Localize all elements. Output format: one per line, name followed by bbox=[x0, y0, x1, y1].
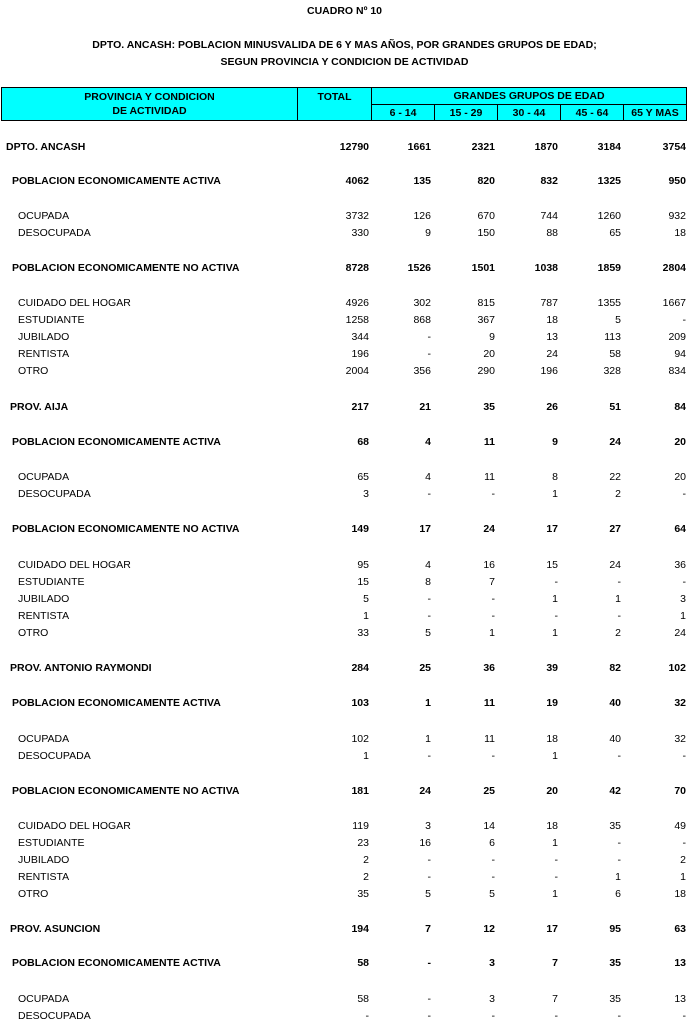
cell-45-64: 35 bbox=[609, 993, 621, 1005]
row-label: RENTISTA bbox=[18, 348, 70, 360]
row-label: POBLACION ECONOMICAMENTE NO ACTIVA bbox=[12, 523, 240, 535]
cell-total: 4926 bbox=[345, 297, 369, 309]
row-label: OTRO bbox=[18, 627, 49, 639]
cell-45-64: 42 bbox=[609, 785, 621, 797]
header-province-condition bbox=[1, 87, 298, 121]
cell-total: 344 bbox=[351, 331, 369, 343]
cell-30-44: - bbox=[554, 1010, 558, 1022]
cell-6-14: 4 bbox=[425, 436, 431, 448]
cell-6-14: - bbox=[427, 750, 431, 762]
cell-30-44: 1 bbox=[552, 750, 558, 762]
cell-15-29: 2321 bbox=[471, 141, 495, 153]
cell-30-44: 15 bbox=[546, 559, 558, 571]
cell-6-14: 24 bbox=[419, 785, 431, 797]
cell-65-plus: 24 bbox=[674, 627, 686, 639]
cell-65-plus: - bbox=[682, 837, 686, 849]
cell-6-14: 4 bbox=[425, 559, 431, 571]
cell-45-64: 1859 bbox=[597, 262, 621, 274]
cell-6-14: - bbox=[427, 488, 431, 500]
row-label: OCUPADA bbox=[18, 471, 70, 483]
table-row bbox=[0, 295, 689, 312]
row-label: POBLACION ECONOMICAMENTE ACTIVA bbox=[12, 436, 221, 448]
row-label: JUBILADO bbox=[18, 593, 70, 605]
table-row bbox=[0, 208, 689, 225]
cell-65-plus: 20 bbox=[674, 436, 686, 448]
cell-30-44: 196 bbox=[540, 365, 558, 377]
cell-15-29: 367 bbox=[477, 314, 495, 326]
cell-total: 181 bbox=[351, 785, 369, 797]
cell-65-plus: - bbox=[682, 1010, 686, 1022]
cell-45-64: 35 bbox=[609, 957, 621, 969]
row-label: OCUPADA bbox=[18, 733, 70, 745]
cell-45-64: 1 bbox=[615, 593, 621, 605]
cell-45-64: - bbox=[617, 610, 621, 622]
cell-15-29: - bbox=[491, 1010, 495, 1022]
table-row bbox=[0, 225, 689, 242]
cell-15-29: - bbox=[491, 593, 495, 605]
cell-45-64: 5 bbox=[615, 314, 621, 326]
row-label: DESOCUPADA bbox=[18, 227, 91, 239]
cell-total: 12790 bbox=[339, 141, 369, 153]
cell-65-plus: 94 bbox=[674, 348, 686, 360]
header-age-45-64: 45 - 64 bbox=[560, 104, 624, 121]
cell-45-64: 24 bbox=[609, 436, 621, 448]
cell-6-14: - bbox=[427, 610, 431, 622]
table-row bbox=[0, 748, 689, 765]
cell-6-14: 21 bbox=[419, 401, 431, 413]
row-label: POBLACION ECONOMICAMENTE NO ACTIVA bbox=[12, 785, 240, 797]
cell-65-plus: 13 bbox=[674, 957, 686, 969]
cell-6-14: 25 bbox=[419, 662, 431, 674]
row-label: PROV. AIJA bbox=[10, 401, 69, 413]
header-age-30-44: 30 - 44 bbox=[497, 104, 561, 121]
cell-total: 1 bbox=[363, 610, 369, 622]
table-row bbox=[0, 591, 689, 608]
cell-6-14: 302 bbox=[413, 297, 431, 309]
cell-65-plus: 64 bbox=[674, 523, 686, 535]
cell-total: 4062 bbox=[345, 175, 369, 187]
cell-total: 23 bbox=[357, 837, 369, 849]
cell-15-29: 11 bbox=[483, 436, 495, 448]
row-label: OCUPADA bbox=[18, 993, 70, 1005]
cell-65-plus: 3754 bbox=[662, 141, 686, 153]
row-label: JUBILADO bbox=[18, 331, 70, 343]
cell-total: 1 bbox=[363, 750, 369, 762]
cell-65-plus: 1 bbox=[680, 871, 686, 883]
cell-45-64: - bbox=[617, 576, 621, 588]
row-label: RENTISTA bbox=[18, 610, 70, 622]
cell-45-64: - bbox=[617, 1010, 621, 1022]
table-row bbox=[0, 991, 689, 1008]
cell-65-plus: 209 bbox=[668, 331, 686, 343]
header-province-line2: DE ACTIVIDAD bbox=[112, 105, 187, 117]
cell-30-44: 744 bbox=[540, 210, 558, 222]
cell-6-14: - bbox=[427, 593, 431, 605]
cell-15-29: 16 bbox=[483, 559, 495, 571]
cell-6-14: - bbox=[427, 871, 431, 883]
cell-30-44: 88 bbox=[546, 227, 558, 239]
cell-total: 196 bbox=[351, 348, 369, 360]
header-age-65-plus: 65 Y MAS bbox=[623, 104, 687, 121]
table-row bbox=[0, 557, 689, 574]
cell-65-plus: - bbox=[682, 314, 686, 326]
table-row bbox=[0, 869, 689, 886]
cell-45-64: 2 bbox=[615, 627, 621, 639]
table-subtitle-2: SEGUN PROVINCIA Y CONDICION DE ACTIVIDAD bbox=[220, 56, 469, 68]
cell-6-14: 1661 bbox=[407, 141, 431, 153]
cell-30-44: 7 bbox=[552, 993, 558, 1005]
cell-15-29: - bbox=[491, 750, 495, 762]
cell-total: 5 bbox=[363, 593, 369, 605]
cell-65-plus: 18 bbox=[674, 227, 686, 239]
cell-total: 330 bbox=[351, 227, 369, 239]
table-row bbox=[0, 886, 689, 903]
cell-15-29: - bbox=[491, 610, 495, 622]
header-total bbox=[297, 87, 372, 121]
cell-15-29: 1 bbox=[489, 627, 495, 639]
cell-65-plus: 950 bbox=[668, 175, 686, 187]
cell-total: 149 bbox=[351, 523, 369, 535]
table-row bbox=[0, 139, 689, 156]
cell-65-plus: 70 bbox=[674, 785, 686, 797]
cell-total: 194 bbox=[351, 923, 369, 935]
row-label: ESTUDIANTE bbox=[18, 837, 85, 849]
cell-30-44: 1 bbox=[552, 488, 558, 500]
table-row bbox=[0, 260, 689, 277]
cell-15-29: 20 bbox=[483, 348, 495, 360]
cell-45-64: 82 bbox=[609, 662, 621, 674]
cell-15-29: 150 bbox=[477, 227, 495, 239]
table-title: CUADRO Nº 10 bbox=[306, 5, 382, 17]
cell-65-plus: 32 bbox=[674, 733, 686, 745]
cell-6-14: 356 bbox=[413, 365, 431, 377]
header-total-label: TOTAL bbox=[317, 91, 352, 103]
cell-total: 103 bbox=[351, 697, 369, 709]
cell-65-plus: 1667 bbox=[662, 297, 686, 309]
cell-30-44: - bbox=[554, 610, 558, 622]
row-label: POBLACION ECONOMICAMENTE ACTIVA bbox=[12, 957, 221, 969]
cell-15-29: 670 bbox=[477, 210, 495, 222]
cell-total: 33 bbox=[357, 627, 369, 639]
row-label: CUIDADO DEL HOGAR bbox=[18, 559, 131, 571]
cell-6-14: - bbox=[427, 993, 431, 1005]
cell-15-29: 3 bbox=[489, 957, 495, 969]
row-label: DPTO. ANCASH bbox=[6, 141, 86, 153]
cell-total: 3732 bbox=[345, 210, 369, 222]
table-row bbox=[0, 731, 689, 748]
table-row bbox=[0, 921, 689, 938]
cell-6-14: 5 bbox=[425, 627, 431, 639]
cell-65-plus: 2804 bbox=[662, 262, 686, 274]
cell-45-64: 58 bbox=[609, 348, 621, 360]
cell-total: 68 bbox=[357, 436, 369, 448]
cell-6-14: 868 bbox=[413, 314, 431, 326]
cell-45-64: 40 bbox=[609, 697, 621, 709]
cell-6-14: 7 bbox=[425, 923, 431, 935]
cell-6-14: 5 bbox=[425, 888, 431, 900]
row-label: CUIDADO DEL HOGAR bbox=[18, 297, 131, 309]
cell-45-64: 1260 bbox=[597, 210, 621, 222]
cell-total: 15 bbox=[357, 576, 369, 588]
row-label: ESTUDIANTE bbox=[18, 314, 85, 326]
header-province-line1: PROVINCIA Y CONDICION bbox=[84, 91, 215, 103]
cell-6-14: 135 bbox=[413, 175, 431, 187]
cell-15-29: 11 bbox=[484, 733, 495, 745]
cell-6-14: - bbox=[427, 854, 431, 866]
cell-total: 2004 bbox=[345, 365, 369, 377]
cell-65-plus: 834 bbox=[668, 365, 686, 377]
cell-total: 58 bbox=[357, 993, 369, 1005]
cell-6-14: 4 bbox=[425, 471, 431, 483]
cell-6-14: - bbox=[427, 1010, 431, 1022]
cell-45-64: 24 bbox=[609, 559, 621, 571]
cell-30-44: 19 bbox=[546, 697, 558, 709]
table-row bbox=[0, 955, 689, 972]
table-row bbox=[0, 660, 689, 677]
table-subtitle-1: DPTO. ANCASH: POBLACION MINUSVALIDA DE 6 Y MAS AÑOS, POR GRANDES GRUPOS DE EDAD; bbox=[92, 39, 597, 51]
cell-total: 3 bbox=[363, 488, 369, 500]
cell-6-14: - bbox=[427, 348, 431, 360]
cell-45-64: 1355 bbox=[597, 297, 621, 309]
cell-6-14: 1 bbox=[425, 733, 431, 745]
cell-45-64: 65 bbox=[609, 227, 621, 239]
row-label: DESOCUPADA bbox=[18, 1010, 91, 1022]
row-label: DESOCUPADA bbox=[18, 750, 91, 762]
cell-total: 58 bbox=[357, 957, 369, 969]
cell-45-64: 35 bbox=[609, 820, 621, 832]
cell-30-44: 18 bbox=[546, 820, 558, 832]
cell-total: 102 bbox=[351, 733, 369, 745]
cell-65-plus: 84 bbox=[674, 401, 686, 413]
cell-65-plus: 20 bbox=[674, 471, 686, 483]
row-label: PROV. ANTONIO RAYMONDI bbox=[10, 662, 152, 674]
row-label: OTRO bbox=[18, 888, 49, 900]
cell-30-44: 18 bbox=[546, 314, 558, 326]
row-label: POBLACION ECONOMICAMENTE NO ACTIVA bbox=[12, 262, 240, 274]
table-row bbox=[0, 695, 689, 712]
cell-15-29: 14 bbox=[483, 820, 495, 832]
table-row bbox=[0, 434, 689, 451]
cell-65-plus: 18 bbox=[674, 888, 686, 900]
cell-6-14: 8 bbox=[425, 576, 431, 588]
cell-30-44: 8 bbox=[552, 471, 558, 483]
cell-30-44: 39 bbox=[546, 662, 558, 674]
row-label: JUBILADO bbox=[18, 854, 70, 866]
cell-30-44: 1 bbox=[552, 593, 558, 605]
cell-total: 2 bbox=[363, 854, 369, 866]
cell-45-64: 27 bbox=[609, 523, 621, 535]
cell-total: 1258 bbox=[345, 314, 369, 326]
cell-30-44: - bbox=[554, 871, 558, 883]
cell-30-44: 787 bbox=[540, 297, 558, 309]
cell-65-plus: 49 bbox=[674, 820, 686, 832]
cell-6-14: 16 bbox=[419, 837, 431, 849]
cell-65-plus: 32 bbox=[674, 697, 686, 709]
cell-30-44: 18 bbox=[546, 733, 558, 745]
row-label: PROV. ASUNCION bbox=[10, 923, 101, 935]
cell-6-14: 1 bbox=[425, 697, 431, 709]
cell-45-64: 2 bbox=[615, 488, 621, 500]
cell-15-29: 12 bbox=[483, 923, 495, 935]
cell-30-44: 20 bbox=[546, 785, 558, 797]
cell-65-plus: 932 bbox=[668, 210, 686, 222]
cell-6-14: 3 bbox=[425, 820, 431, 832]
cell-15-29: 35 bbox=[483, 401, 495, 413]
cell-45-64: - bbox=[617, 837, 621, 849]
cell-45-64: 95 bbox=[609, 923, 621, 935]
table-row bbox=[0, 852, 689, 869]
row-label: RENTISTA bbox=[18, 871, 70, 883]
cell-45-64: 6 bbox=[615, 888, 621, 900]
cell-65-plus: - bbox=[682, 576, 686, 588]
cell-15-29: 6 bbox=[489, 837, 495, 849]
cell-15-29: 24 bbox=[483, 523, 495, 535]
cell-6-14: 126 bbox=[413, 210, 431, 222]
cell-65-plus: 13 bbox=[674, 993, 686, 1005]
cell-total: 119 bbox=[352, 820, 369, 832]
cell-30-44: 1 bbox=[552, 837, 558, 849]
row-label: CUIDADO DEL HOGAR bbox=[18, 820, 131, 832]
table-row bbox=[0, 625, 689, 642]
table-row bbox=[0, 399, 689, 416]
cell-30-44: 1 bbox=[552, 627, 558, 639]
table-row bbox=[0, 521, 689, 538]
cell-65-plus: - bbox=[682, 750, 686, 762]
cell-6-14: - bbox=[427, 957, 431, 969]
cell-15-29: 290 bbox=[477, 365, 495, 377]
header-age-6-14: 6 - 14 bbox=[371, 104, 435, 121]
cell-15-29: 820 bbox=[477, 175, 495, 187]
table-row bbox=[0, 363, 689, 380]
cell-15-29: - bbox=[491, 854, 495, 866]
cell-30-44: 1038 bbox=[534, 262, 558, 274]
table-row bbox=[0, 469, 689, 486]
cell-total: 8728 bbox=[345, 262, 369, 274]
cell-6-14: - bbox=[427, 331, 431, 343]
cell-15-29: - bbox=[491, 488, 495, 500]
cell-30-44: 24 bbox=[546, 348, 558, 360]
cell-15-29: 9 bbox=[489, 331, 495, 343]
cell-15-29: 815 bbox=[477, 297, 495, 309]
cell-65-plus: - bbox=[682, 488, 686, 500]
row-label: OCUPADA bbox=[18, 210, 70, 222]
row-label: ESTUDIANTE bbox=[18, 576, 85, 588]
cell-15-29: 3 bbox=[489, 993, 495, 1005]
cell-30-44: 17 bbox=[546, 923, 558, 935]
cell-45-64: 40 bbox=[609, 733, 621, 745]
cell-30-44: 1870 bbox=[534, 141, 558, 153]
cell-6-14: 1526 bbox=[407, 262, 431, 274]
cell-45-64: 51 bbox=[609, 401, 621, 413]
header-age-15-29: 15 - 29 bbox=[434, 104, 498, 121]
cell-30-44: 17 bbox=[546, 523, 558, 535]
row-label: POBLACION ECONOMICAMENTE ACTIVA bbox=[12, 175, 221, 187]
cell-65-plus: 63 bbox=[674, 923, 686, 935]
cell-65-plus: 36 bbox=[674, 559, 686, 571]
table-row bbox=[0, 173, 689, 190]
cell-45-64: - bbox=[617, 854, 621, 866]
row-label: DESOCUPADA bbox=[18, 488, 91, 500]
cell-15-29: - bbox=[491, 871, 495, 883]
cell-45-64: 1 bbox=[615, 871, 621, 883]
cell-total: 284 bbox=[351, 662, 369, 674]
table-row bbox=[0, 608, 689, 625]
cell-65-plus: 3 bbox=[680, 593, 686, 605]
cell-total: 217 bbox=[351, 401, 369, 413]
cell-15-29: 11 bbox=[484, 471, 495, 483]
cell-total: 2 bbox=[363, 871, 369, 883]
cell-total: 65 bbox=[357, 471, 369, 483]
cell-30-44: 13 bbox=[546, 331, 558, 343]
row-label: OTRO bbox=[18, 365, 49, 377]
table-row bbox=[0, 329, 689, 346]
cell-30-44: - bbox=[554, 576, 558, 588]
cell-15-29: 7 bbox=[489, 576, 495, 588]
table-row bbox=[0, 1008, 689, 1025]
row-label: POBLACION ECONOMICAMENTE ACTIVA bbox=[12, 697, 221, 709]
cell-30-44: 9 bbox=[552, 436, 558, 448]
cell-45-64: 113 bbox=[604, 331, 621, 343]
cell-30-44: 832 bbox=[540, 175, 558, 187]
cell-15-29: 36 bbox=[483, 662, 495, 674]
cell-45-64: 1325 bbox=[597, 175, 621, 187]
cell-45-64: - bbox=[617, 750, 621, 762]
table-row bbox=[0, 312, 689, 329]
table-row bbox=[0, 783, 689, 800]
header-age-group: GRANDES GRUPOS DE EDAD bbox=[371, 87, 687, 105]
cell-total: - bbox=[365, 1010, 369, 1022]
cell-30-44: 26 bbox=[546, 401, 558, 413]
cell-total: 35 bbox=[357, 888, 369, 900]
cell-45-64: 22 bbox=[609, 471, 621, 483]
cell-30-44: 7 bbox=[552, 957, 558, 969]
cell-45-64: 328 bbox=[603, 365, 621, 377]
cell-15-29: 11 bbox=[483, 697, 495, 709]
cell-65-plus: 2 bbox=[680, 854, 686, 866]
cell-6-14: 17 bbox=[419, 523, 431, 535]
table-row bbox=[0, 486, 689, 503]
cell-15-29: 1501 bbox=[471, 262, 495, 274]
cell-6-14: 9 bbox=[425, 227, 431, 239]
cell-total: 95 bbox=[357, 559, 369, 571]
cell-65-plus: 1 bbox=[680, 610, 686, 622]
table-row bbox=[0, 574, 689, 591]
cell-15-29: 25 bbox=[483, 785, 495, 797]
table-row bbox=[0, 818, 689, 835]
cell-30-44: - bbox=[554, 854, 558, 866]
cell-15-29: 5 bbox=[489, 888, 495, 900]
cell-30-44: 1 bbox=[552, 888, 558, 900]
table-row bbox=[0, 346, 689, 363]
cell-65-plus: 102 bbox=[668, 662, 686, 674]
cell-45-64: 3184 bbox=[597, 141, 621, 153]
table-row bbox=[0, 835, 689, 852]
